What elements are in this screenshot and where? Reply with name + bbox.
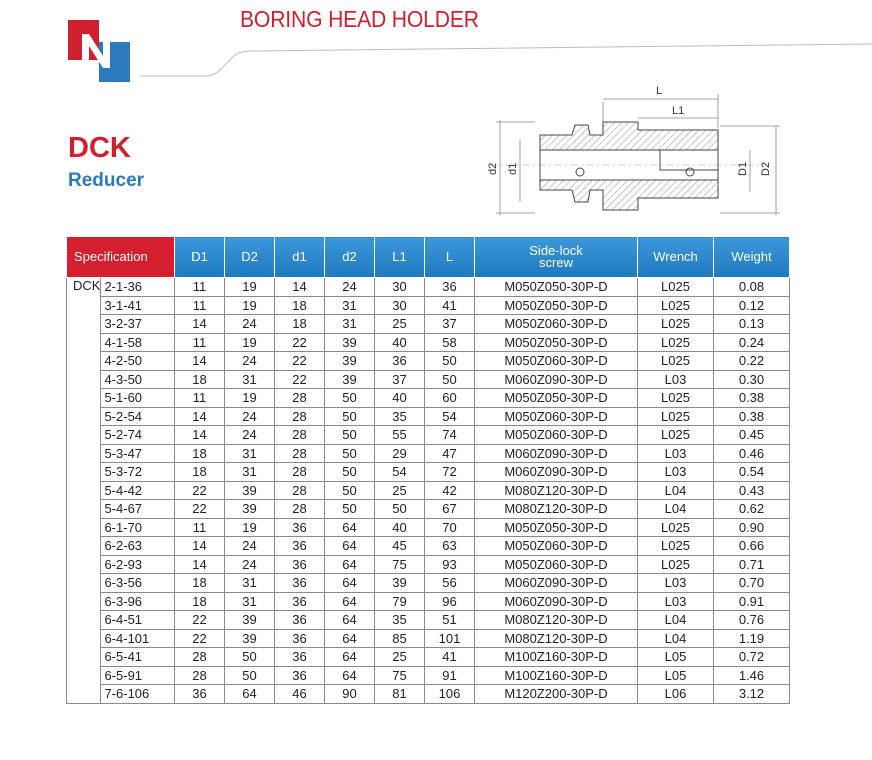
cell-L1: 29 xyxy=(375,444,425,463)
table-row xyxy=(67,537,790,556)
cell-side-lock-screw: M050Z050-30P-D xyxy=(475,389,638,408)
cell-weight: 3.12 xyxy=(714,685,790,704)
cell-spec-code: 5-4-42 xyxy=(101,481,175,500)
table-body xyxy=(67,278,790,704)
cell-spec-code: 7-6-106 xyxy=(101,685,175,704)
cell-D1: 14 xyxy=(175,315,225,334)
table-row xyxy=(67,370,790,389)
cell-D2: 39 xyxy=(225,611,275,630)
cell-d1: 18 xyxy=(275,296,325,315)
cell-D2: 19 xyxy=(225,389,275,408)
cell-L: 101 xyxy=(425,629,475,648)
cell-d2: 39 xyxy=(325,370,375,389)
cell-L1: 40 xyxy=(375,389,425,408)
cell-d1: 36 xyxy=(275,629,325,648)
cell-spec-code: 6-3-56 xyxy=(101,574,175,593)
cell-D2: 24 xyxy=(225,352,275,371)
cell-D1: 11 xyxy=(175,296,225,315)
cell-spec-code: 6-3-96 xyxy=(101,592,175,611)
cell-spec-code: 4-1-58 xyxy=(101,333,175,352)
cell-wrench: L04 xyxy=(638,481,714,500)
cell-wrench: L025 xyxy=(638,278,714,297)
cell-D1: 18 xyxy=(175,592,225,611)
cell-d1: 46 xyxy=(275,685,325,704)
cell-d1: 36 xyxy=(275,666,325,685)
table-row xyxy=(67,352,790,371)
cell-d2: 39 xyxy=(325,333,375,352)
cell-side-lock-screw: M050Z050-30P-D xyxy=(475,296,638,315)
cell-weight: 0.76 xyxy=(714,611,790,630)
cell-d1: 36 xyxy=(275,592,325,611)
cell-d1: 22 xyxy=(275,370,325,389)
cell-L1: 81 xyxy=(375,685,425,704)
cell-L: 74 xyxy=(425,426,475,445)
cell-side-lock-screw: M100Z160-30P-D xyxy=(475,666,638,685)
cell-weight: 0.54 xyxy=(714,463,790,482)
cell-spec-code: 5-3-47 xyxy=(101,444,175,463)
cell-weight: 0.91 xyxy=(714,592,790,611)
cell-L1: 40 xyxy=(375,518,425,537)
cell-D1: 18 xyxy=(175,574,225,593)
cell-d2: 50 xyxy=(325,500,375,519)
cell-side-lock-screw: M050Z050-30P-D xyxy=(475,333,638,352)
cell-weight: 0.66 xyxy=(714,537,790,556)
cell-L: 41 xyxy=(425,296,475,315)
cell-wrench: L025 xyxy=(638,407,714,426)
cell-L1: 25 xyxy=(375,481,425,500)
cell-d1: 36 xyxy=(275,537,325,556)
dim-L: L xyxy=(656,85,663,97)
cell-side-lock-screw: M060Z090-30P-D xyxy=(475,574,638,593)
table-row xyxy=(67,500,790,519)
cell-D1: 14 xyxy=(175,426,225,445)
cell-wrench: L06 xyxy=(638,685,714,704)
cell-d2: 64 xyxy=(325,555,375,574)
cell-side-lock-screw: M100Z160-30P-D xyxy=(475,648,638,667)
cell-L: 93 xyxy=(425,555,475,574)
cell-L: 54 xyxy=(425,407,475,426)
cell-D2: 19 xyxy=(225,518,275,537)
header-L1: L1 xyxy=(375,237,425,278)
cell-spec-code: 2-1-36 xyxy=(101,278,175,297)
cell-L1: 39 xyxy=(375,574,425,593)
cell-d2: 31 xyxy=(325,315,375,334)
cell-weight: 0.12 xyxy=(714,296,790,315)
cell-L1: 79 xyxy=(375,592,425,611)
cell-L: 56 xyxy=(425,574,475,593)
cell-d2: 64 xyxy=(325,518,375,537)
cell-weight: 0.38 xyxy=(714,407,790,426)
dim-L1: L1 xyxy=(672,105,685,117)
dim-d1: d1 xyxy=(507,162,519,175)
cell-spec-code: 3-1-41 xyxy=(101,296,175,315)
cell-L: 91 xyxy=(425,666,475,685)
cell-D2: 19 xyxy=(225,333,275,352)
cell-d1: 36 xyxy=(275,518,325,537)
header-title: BORING HEAD HOLDER xyxy=(240,6,479,32)
cell-d2: 64 xyxy=(325,629,375,648)
cell-side-lock-screw: M060Z090-30P-D xyxy=(475,463,638,482)
cell-weight: 0.71 xyxy=(714,555,790,574)
table-row xyxy=(67,407,790,426)
dim-D2: D2 xyxy=(760,161,772,176)
cell-D2: 50 xyxy=(225,666,275,685)
cell-wrench: L03 xyxy=(638,463,714,482)
cell-D1: 28 xyxy=(175,648,225,667)
cell-d1: 22 xyxy=(275,333,325,352)
cell-wrench: L025 xyxy=(638,333,714,352)
cell-wrench: L025 xyxy=(638,518,714,537)
cell-L: 72 xyxy=(425,463,475,482)
cell-L1: 75 xyxy=(375,666,425,685)
cell-wrench: L04 xyxy=(638,629,714,648)
cell-D1: 11 xyxy=(175,518,225,537)
cell-L1: 55 xyxy=(375,426,425,445)
cell-wrench: L03 xyxy=(638,370,714,389)
cell-wrench: L025 xyxy=(638,296,714,315)
cell-spec-code: 5-2-54 xyxy=(101,407,175,426)
cell-d2: 39 xyxy=(325,352,375,371)
cell-side-lock-screw: M080Z120-30P-D xyxy=(475,481,638,500)
dim-D1: D1 xyxy=(737,161,749,176)
cell-side-lock-screw: M060Z090-30P-D xyxy=(475,592,638,611)
cell-L1: 37 xyxy=(375,370,425,389)
cell-spec-code: 5-4-67 xyxy=(101,500,175,519)
cell-wrench: L03 xyxy=(638,444,714,463)
table-row xyxy=(67,333,790,352)
cell-L1: 40 xyxy=(375,333,425,352)
cell-D1: 18 xyxy=(175,444,225,463)
cell-d1: 36 xyxy=(275,611,325,630)
cell-L1: 75 xyxy=(375,555,425,574)
cell-L: 60 xyxy=(425,389,475,408)
cell-side-lock-screw: M050Z060-30P-D xyxy=(475,352,638,371)
cell-d1: 28 xyxy=(275,500,325,519)
header-D1: D1 xyxy=(175,237,225,278)
table-row xyxy=(67,463,790,482)
spec-table xyxy=(66,236,790,704)
cell-d2: 31 xyxy=(325,296,375,315)
cell-spec-code: 6-2-93 xyxy=(101,555,175,574)
cell-d2: 24 xyxy=(325,278,375,297)
table-row xyxy=(67,555,790,574)
cell-L: 47 xyxy=(425,444,475,463)
cell-D2: 39 xyxy=(225,629,275,648)
cell-L: 67 xyxy=(425,500,475,519)
cell-weight: 0.43 xyxy=(714,481,790,500)
cell-wrench: L025 xyxy=(638,352,714,371)
header-wrench: Wrench xyxy=(638,237,714,278)
cell-weight: 0.90 xyxy=(714,518,790,537)
cell-weight: 1.46 xyxy=(714,666,790,685)
header-D2: D2 xyxy=(225,237,275,278)
table-row xyxy=(67,296,790,315)
cell-d1: 28 xyxy=(275,389,325,408)
cell-weight: 0.70 xyxy=(714,574,790,593)
cell-D2: 31 xyxy=(225,463,275,482)
cell-d2: 50 xyxy=(325,444,375,463)
cell-spec-code: 6-4-51 xyxy=(101,611,175,630)
cell-side-lock-screw: M050Z060-30P-D xyxy=(475,315,638,334)
cell-wrench: L04 xyxy=(638,611,714,630)
cell-D1: 14 xyxy=(175,537,225,556)
cell-spec-code: 5-2-74 xyxy=(101,426,175,445)
cell-d2: 64 xyxy=(325,648,375,667)
cell-wrench: L03 xyxy=(638,574,714,593)
table-row xyxy=(67,278,790,297)
cell-d1: 28 xyxy=(275,463,325,482)
cell-d1: 28 xyxy=(275,481,325,500)
cell-spec-code: 4-3-50 xyxy=(101,370,175,389)
cell-weight: 0.72 xyxy=(714,648,790,667)
cell-weight: 0.62 xyxy=(714,500,790,519)
cell-weight: 0.46 xyxy=(714,444,790,463)
table-row xyxy=(67,685,790,704)
cell-L1: 25 xyxy=(375,315,425,334)
cell-d2: 50 xyxy=(325,389,375,408)
cell-side-lock-screw: M120Z200-30P-D xyxy=(475,685,638,704)
table-row xyxy=(67,426,790,445)
cell-side-lock-screw: M050Z050-30P-D xyxy=(475,278,638,297)
cell-spec-code: 5-3-72 xyxy=(101,463,175,482)
cell-d2: 50 xyxy=(325,481,375,500)
cell-L: 37 xyxy=(425,315,475,334)
cell-d1: 18 xyxy=(275,315,325,334)
cell-L: 36 xyxy=(425,278,475,297)
cell-D1: 22 xyxy=(175,481,225,500)
cell-D2: 31 xyxy=(225,444,275,463)
table-row xyxy=(67,648,790,667)
cell-L: 50 xyxy=(425,352,475,371)
header-specification: Specification xyxy=(67,237,175,278)
cell-d2: 64 xyxy=(325,592,375,611)
cell-d2: 50 xyxy=(325,407,375,426)
table-row xyxy=(67,592,790,611)
header-side-lock-screw xyxy=(475,237,638,278)
cell-d2: 50 xyxy=(325,463,375,482)
cell-spec-code: 6-2-63 xyxy=(101,537,175,556)
cell-weight: 0.13 xyxy=(714,315,790,334)
cell-weight: 0.30 xyxy=(714,370,790,389)
cell-d1: 36 xyxy=(275,648,325,667)
cell-spec-code: 5-1-60 xyxy=(101,389,175,408)
cell-D1: 18 xyxy=(175,463,225,482)
product-code: DCK xyxy=(68,132,131,164)
header-screw-line1: Side-lock xyxy=(529,243,583,258)
cell-L1: 85 xyxy=(375,629,425,648)
cell-D2: 24 xyxy=(225,537,275,556)
cell-spec-code: 4-2-50 xyxy=(101,352,175,371)
cell-D2: 24 xyxy=(225,407,275,426)
cell-L1: 25 xyxy=(375,648,425,667)
cell-spec-code: 6-4-101 xyxy=(101,629,175,648)
table-row xyxy=(67,389,790,408)
cell-side-lock-screw: M050Z060-30P-D xyxy=(475,537,638,556)
cell-d1: 28 xyxy=(275,444,325,463)
cell-D2: 39 xyxy=(225,481,275,500)
cell-D2: 50 xyxy=(225,648,275,667)
cell-wrench: L025 xyxy=(638,555,714,574)
cell-D2: 39 xyxy=(225,500,275,519)
table-row xyxy=(67,481,790,500)
cell-side-lock-screw: M050Z060-30P-D xyxy=(475,407,638,426)
cell-D1: 36 xyxy=(175,685,225,704)
cell-d1: 28 xyxy=(275,407,325,426)
cell-d1: 28 xyxy=(275,426,325,445)
header-L: L xyxy=(425,237,475,278)
cell-weight: 0.08 xyxy=(714,278,790,297)
table-header-row xyxy=(67,237,790,278)
cell-wrench: L025 xyxy=(638,315,714,334)
series-cell: DCK xyxy=(67,278,101,704)
cell-d1: 36 xyxy=(275,574,325,593)
cell-L: 50 xyxy=(425,370,475,389)
cell-wrench: L025 xyxy=(638,389,714,408)
cell-D2: 31 xyxy=(225,574,275,593)
cell-d2: 50 xyxy=(325,426,375,445)
cell-d2: 64 xyxy=(325,611,375,630)
cell-spec-code: 3-2-37 xyxy=(101,315,175,334)
header-d1: d1 xyxy=(275,237,325,278)
cell-L: 96 xyxy=(425,592,475,611)
cell-d1: 36 xyxy=(275,555,325,574)
cell-D1: 11 xyxy=(175,278,225,297)
cell-L1: 45 xyxy=(375,537,425,556)
cell-d1: 22 xyxy=(275,352,325,371)
cell-d1: 14 xyxy=(275,278,325,297)
cell-d2: 90 xyxy=(325,685,375,704)
cell-d2: 64 xyxy=(325,666,375,685)
cell-side-lock-screw: M060Z090-30P-D xyxy=(475,370,638,389)
cell-D1: 11 xyxy=(175,333,225,352)
cell-D1: 14 xyxy=(175,555,225,574)
table-row xyxy=(67,611,790,630)
cell-side-lock-screw: M050Z060-30P-D xyxy=(475,426,638,445)
cell-wrench: L025 xyxy=(638,537,714,556)
cell-D2: 24 xyxy=(225,555,275,574)
cell-weight: 0.38 xyxy=(714,389,790,408)
cell-L1: 50 xyxy=(375,500,425,519)
table-row xyxy=(67,574,790,593)
cell-side-lock-screw: M050Z060-30P-D xyxy=(475,555,638,574)
table-row xyxy=(67,666,790,685)
cell-D2: 24 xyxy=(225,426,275,445)
cell-spec-code: 6-1-70 xyxy=(101,518,175,537)
page-header xyxy=(0,0,872,80)
cell-D2: 64 xyxy=(225,685,275,704)
cell-L: 106 xyxy=(425,685,475,704)
cell-D2: 19 xyxy=(225,296,275,315)
cell-D2: 31 xyxy=(225,592,275,611)
cell-weight: 1.19 xyxy=(714,629,790,648)
table-row xyxy=(67,444,790,463)
cell-weight: 0.45 xyxy=(714,426,790,445)
cell-L: 58 xyxy=(425,333,475,352)
cell-D2: 24 xyxy=(225,315,275,334)
cell-wrench: L05 xyxy=(638,666,714,685)
cell-weight: 0.24 xyxy=(714,333,790,352)
dim-d2: d2 xyxy=(487,162,499,175)
cell-D1: 11 xyxy=(175,389,225,408)
table-row xyxy=(67,518,790,537)
cell-spec-code: 6-5-91 xyxy=(101,666,175,685)
cell-L1: 30 xyxy=(375,296,425,315)
cell-side-lock-screw: M080Z120-30P-D xyxy=(475,629,638,648)
cell-weight: 0.22 xyxy=(714,352,790,371)
cell-L1: 35 xyxy=(375,407,425,426)
header-weight: Weight xyxy=(714,237,790,278)
cell-L1: 54 xyxy=(375,463,425,482)
cell-d2: 64 xyxy=(325,574,375,593)
cell-L: 42 xyxy=(425,481,475,500)
cell-L1: 36 xyxy=(375,352,425,371)
cell-D1: 28 xyxy=(175,666,225,685)
company-logo xyxy=(68,20,130,82)
cell-wrench: L03 xyxy=(638,592,714,611)
cell-wrench: L025 xyxy=(638,426,714,445)
header-screw-line2: screw xyxy=(539,255,573,270)
cell-L: 63 xyxy=(425,537,475,556)
tool-drawing xyxy=(480,80,780,230)
cell-side-lock-screw: M050Z050-30P-D xyxy=(475,518,638,537)
table-row xyxy=(67,315,790,334)
cell-D1: 14 xyxy=(175,407,225,426)
cell-wrench: L04 xyxy=(638,500,714,519)
cell-L1: 35 xyxy=(375,611,425,630)
cell-L: 41 xyxy=(425,648,475,667)
cell-spec-code: 6-5-41 xyxy=(101,648,175,667)
cell-D1: 14 xyxy=(175,352,225,371)
cell-D1: 22 xyxy=(175,500,225,519)
cell-side-lock-screw: M080Z120-30P-D xyxy=(475,500,638,519)
cell-D2: 19 xyxy=(225,278,275,297)
header-d2: d2 xyxy=(325,237,375,278)
product-name: Reducer xyxy=(68,170,145,191)
cell-side-lock-screw: M060Z090-30P-D xyxy=(475,444,638,463)
cell-d2: 64 xyxy=(325,537,375,556)
cell-L: 70 xyxy=(425,518,475,537)
cell-D1: 22 xyxy=(175,611,225,630)
table-row xyxy=(67,629,790,648)
cell-D1: 18 xyxy=(175,370,225,389)
cell-wrench: L05 xyxy=(638,648,714,667)
cell-D1: 22 xyxy=(175,629,225,648)
cell-side-lock-screw: M080Z120-30P-D xyxy=(475,611,638,630)
cell-D2: 31 xyxy=(225,370,275,389)
cell-L: 51 xyxy=(425,611,475,630)
cell-L1: 30 xyxy=(375,278,425,297)
